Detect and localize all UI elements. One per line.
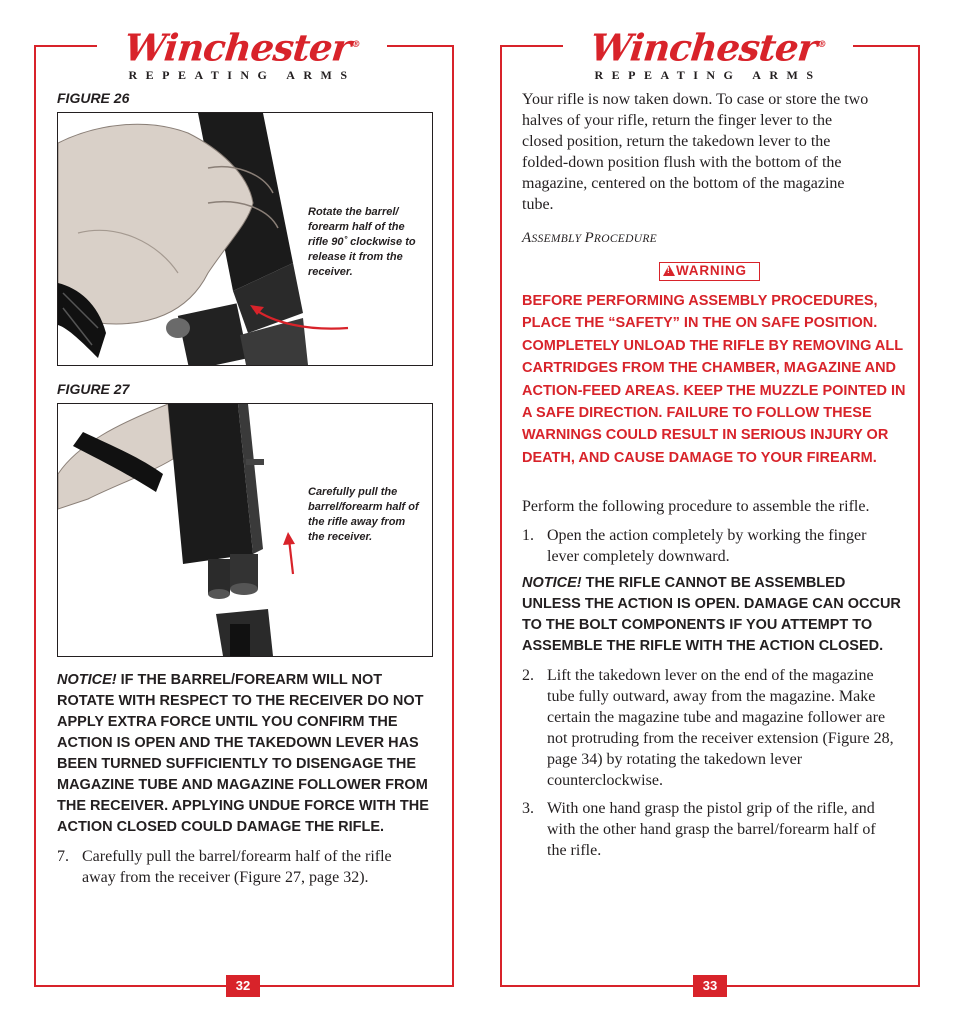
winchester-logo (97, 22, 387, 82)
figure-26-caption: Rotate the barrel/ forearm half of the rifle 90˚ clockwise to release it from the receiver. (308, 206, 416, 278)
notice-label: NOTICE! (57, 672, 117, 688)
step-number: 1. (522, 527, 534, 544)
step-7 (57, 846, 427, 891)
page-number-32: 32 (226, 975, 260, 997)
figure-26-label: FIGURE 26 (57, 90, 130, 106)
page-number-33: 33 (693, 975, 727, 997)
step-3 (522, 798, 907, 864)
notice-text: IF THE BARREL/FOREARM WILL NOT ROTATE WITH RESPECT TO THE RECEIVER DO NOT APPLY EXTRA FORCE UNTIL YOU CONFIRM THE ACTION IS OPEN AND THE TAKEDOWN LEVER HAS BEEN TURNED SUFFICIENTLY TO DISENGAGE THE MAGAZINE TUBE AND MAGAZINE FOLLOWER FROM THE RECEIVER. APPLYING UNDUE FORCE WITH THE ACTION CLOSED COULD DAMAGE THE RIFLE. (57, 672, 429, 835)
logo-tagline: REPEATING ARMS (128, 68, 356, 83)
logo-wordmark: Winchester® (122, 25, 361, 70)
logo-tagline: REPEATING ARMS (594, 68, 822, 83)
warning-text: BEFORE PERFORMING ASSEMBLY PROCEDURES, PLACE THE “SAFETY” IN THE ON SAFE POSITION. COMPLETELY UNLOAD THE RIFLE BY REMOVING ALL CARTRIDGES FROM THE CHAMBER, MAGAZINE AND ACTION-FEED AREAS. KEEP THE MUZZLE POINTED IN A SAFE DIRECTION. FAILURE TO FOLLOW THESE WARNINGS COULD RESULT IN SERIOUS INJURY OR DEATH, AND CAUSE DAMAGE TO YOUR FIREARM. (522, 293, 906, 466)
warning-label: WARNING (676, 263, 747, 278)
right-notice (522, 573, 907, 657)
figure-27-caption: Carefully pull the barrel/forearm half of the rifle away from the receiver. (308, 486, 419, 543)
section-heading: ASSEMBLY PROCEDURE (522, 230, 657, 246)
step-text: Carefully pull the barrel/forearm half of the rifle away from the receiver (Figure 27, page 32). (82, 848, 392, 886)
left-notice (57, 670, 432, 838)
winchester-logo (563, 22, 853, 82)
notice-label: NOTICE! (522, 575, 582, 591)
notice-text: THE RIFLE CANNOT BE ASSEMBLED UNLESS THE ACTION IS OPEN. DAMAGE CAN OCCUR TO THE BOLT COMPONENTS IF YOU ATTEMPT TO ASSEMBLE THE RIFLE WITH THE ACTION CLOSED. (522, 575, 901, 654)
figure-27-label: FIGURE 27 (57, 381, 130, 397)
logo-wordmark: Winchester® (588, 25, 827, 70)
step-text: With one hand grasp the pistol grip of the rifle, and with the other hand grasp the barrel/forearm half of the rifle. (547, 800, 876, 859)
warning-badge (659, 262, 760, 281)
warning-triangle-icon: ! (663, 265, 675, 276)
procedure-intro: Perform the following procedure to assemble the rifle. (522, 498, 870, 515)
intro-paragraph: Your rifle is now taken down. To case or store the two halves of your rifle, return the finger lever to the closed position, return the takedown lever to the folded-down position flush with the bottom of the magazine, centered on the bottom of the magazine tube. (522, 91, 869, 213)
step-number: 3. (522, 800, 534, 817)
step-text: Open the action completely by working the finger lever completely downward. (547, 527, 867, 565)
step-number: 7. (57, 848, 69, 865)
step-2 (522, 665, 907, 793)
step-text: Lift the takedown lever on the end of the magazine tube fully outward, away from the magazine. Make certain the magazine tube and magazine follower are not protruding from the receiver extension (Figure 28, page 34) by rotating the takedown lever counterclockwise. (547, 667, 894, 789)
step-number: 2. (522, 667, 534, 684)
step-1 (522, 525, 902, 570)
